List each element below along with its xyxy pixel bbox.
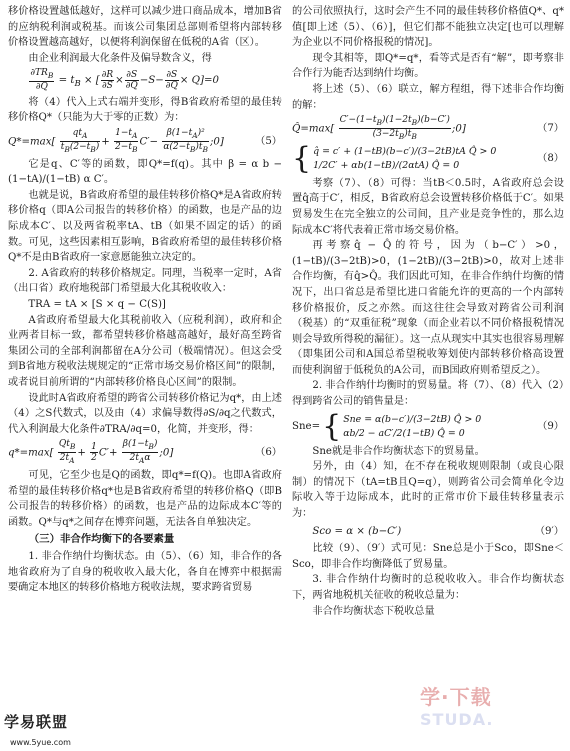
equation-9-line-1: Sne = α(b−c′)/(3−2tB) Q̂ > 0 xyxy=(343,413,482,425)
right-paragraph-8: 另外，由（4）知，在不存在税收规则限制（或良心限制）的情况下（tA=tB且Q=q），则跨省公司会简单化令边际收入等于边际成本，此时的正常市价下最佳转移量表示为： xyxy=(292,461,564,520)
right-paragraph-2: 现令其相等，即Q*=q*，看等式是否有“解”，即考察非合作行为能否达到纳什均衡。 xyxy=(292,52,564,80)
left-column xyxy=(8,4,282,596)
equation-5-number: （5） xyxy=(255,135,282,147)
equation-9-prime xyxy=(292,524,564,540)
left-paragraph-5: 也就是说，B省政府希望的最佳转移价格Q*是A省政府转移价格q（即A公司报告的转移价格）的函数，也是产品的边际成本C′、以及两省税率tA、tB（如果不固定的话）的函数。可见，这些因素相互影响，B省政府希望的最佳转移价格Q*不是由B省政府一家意愿能独立决定的。 xyxy=(8,189,282,264)
left-brace-icon: { xyxy=(322,408,342,444)
right-paragraph-4: 考察（7）、（8）可得：当tB＜0.5时，A省政府总会设置q̂高于C′，相反，B省政府总会设置转移价格低于C′。如果贸易发生在完全独立的公司间，且产业是竞争性的，那么边际成本C′将代表着正常市场交易价格。 xyxy=(292,177,564,236)
right-paragraph-9: 比较（9）、（9′）式可见：Sne总是小于Sco，即Sne＜Sco，即非合作均衡降低了贸易量。 xyxy=(292,543,564,570)
equation-7-number: （7） xyxy=(537,122,564,134)
watermark-url: STUDA. xyxy=(420,710,494,729)
watermark-left-logo: 学易联盟 xyxy=(4,713,69,731)
left-paragraph-8: 设此时A省政府希望的跨省公司转移价格记为q*，由上述（4）之S代数式，以及由（4）求偏导数得∂S/∂q之代数式，代入利润最大化条件∂TRA/∂q=0，化简，并变形，得： xyxy=(8,392,282,435)
right-paragraph-7: Sne就是非合作均衡状态下的贸易量。 xyxy=(312,445,485,457)
left-brace-icon: { xyxy=(292,140,312,176)
left-paragraph-6: 2. A省政府的转移价格规定。同理，当税率一定时，A省（出口省）政府地税部门希望最大化其税收收入： xyxy=(8,267,282,295)
right-paragraph-1: 的公司依照执行，这时会产生不同的最佳转移价格值Q*、q*值[即上述（5）、（6）]，但它们都不能独立决定[也可以理解为企业以不同价格报税的情况]。 xyxy=(292,6,564,49)
right-paragraph-3: 将上述（5）、（6）联立，解方程组，得下述非合作均衡的解： xyxy=(292,83,564,111)
left-paragraph-10: 1. 非合作纳什均衡状态。由（5）、（6）知，非合作的各地省政府为了自身的税收收入最大化，各自在博弈中根据需要确定本地区的转移价格地方税收法规，要求跨省贸易 xyxy=(8,550,282,594)
left-paragraph-3: 将（4）代入上式右端并变形，得B省政府希望的最佳转移价格Q*（只能为大于零的正数）为： xyxy=(8,96,282,124)
watermark-left-url: www.5yue.com xyxy=(10,738,71,747)
equation-8-line-2: 1/2C′ + αb(1−tB)/(2αtA) Q̂ = 0 xyxy=(313,159,460,171)
left-paragraph-1: 移价格设置越低越好，这样可以减少进口商品成本，增加B省的应纳税利润或税基。而该公司集团总部则希望将内部转移价格设置越高越好，以便将利润保留在低税的A省（区）。 xyxy=(8,6,282,49)
equation-6: q*=max[ $\frac{Qt_B}{2t_A}$ + $\frac{1}{2}$ C′+ $\frac{\beta(1-t_B)}{2t_A\alpha}$ ;0] （6） xyxy=(8,439,282,465)
equation-9-number: （9） xyxy=(537,420,564,432)
equation-8-number: （8） xyxy=(537,152,564,164)
equation-7: Q̂=max[ $\frac{C'-(1-t_B)(1-2t_B)(b-C')}{(3-2t_B)t_B}$ ;0] （7） xyxy=(292,115,564,141)
left-paragraph-2: 由企业利润最大化条件及偏导数含义，得 xyxy=(28,52,212,64)
right-paragraph-11: 非合作均衡状态下税收总量 xyxy=(312,605,435,617)
equation-8-line-1: q̂ = c′ + (1−tB)(b−c′)/(3−2tB)tA Q̂ > 0 xyxy=(313,145,497,157)
equation-9: Sne= { Sne = α(b−c′)/(3−2tB) Q̂ > 0 αb/2 − aC′/2(1−tB) Q̂ = 0 （9） xyxy=(292,408,564,444)
left-paragraph-9: 可见，它至少也是Q的函数，即q*=f(Q)。也即A省政府希望的最佳转移价格q*也是B省政府希望的转移价格Q（即B公司报告的转移价格）的函数，也是产品的边际成本C′等的函数。Q*与q*之间存在博弈问题，无法各自单独决定。 xyxy=(8,469,282,528)
equation-6-number: （6） xyxy=(255,446,282,458)
equation-9-prime-number: （9′） xyxy=(534,525,564,537)
left-paragraph-4: 它是q、C′等的函数，即Q*=f(q)。其中 β = α b − (1−tA)/(1−tB) α C′。 xyxy=(8,158,282,186)
section-heading: （三）非合作均衡下的各要素量 xyxy=(28,533,175,546)
right-paragraph-5: 再考察q̂ − Q̂的符号，因为（b−C′）>0，(1−tB)/(3−2tB)>0，(1−2tB)/(3−2tB)>0，故对上述非合作均衡，有q̂>Q̂。我们因此可知，在非合作纳什均衡的情况下，出口省总是希望比进口省能允许的更高的一个内部转移价格报价，反之亦然。而这往往会导致对跨省公司利润（税基）的“双重征税”现象（而企业若以不同价格报税情况则会导致所得税的漏征）。这一点从现实中其实也很容易理解（即集团公司和A国总希望税收筹划使内部转移价格高设置而使利润留于低税负的A公司，而B国政府则希望反之）。 xyxy=(292,240,564,376)
equation-partial-derivative: $\frac{\partial TR_B}{\partial Q}$ = $t_B$ × [ $\frac{\partial R}{\partial S}$ × $\frac{\partial S}{\partial Q}$ −S− $\frac{\partial S}{\partial Q}$ × Q]=0 xyxy=(30,68,219,93)
equation-9-prime-text: Sco = α × (b−C′) xyxy=(312,525,402,537)
equation-9-line-2: αb/2 − aC′/2(1−tB) Q̂ = 0 xyxy=(343,427,465,439)
right-paragraph-6: 2. 非合作纳什均衡时的贸易量。将（7）、（8）代入（2）得到跨省公司的销售量是： xyxy=(292,380,564,408)
watermark-logo: 学·下载 xyxy=(420,685,492,709)
equation-8 xyxy=(292,140,564,176)
equation-5: Q*=max[ $\frac{qt_A}{t_B(2-t_B)}$ + $\frac{1-t_A}{2-t_B}$ C′− $\frac{\beta(1-t_A)^2}{\alpha(2-t_B)t_B}$ ;0] （5） xyxy=(8,128,282,154)
right-paragraph-10: 3. 非合作纳什均衡时的总税收收入。非合作均衡状态下，两省地税机关征收的税收总量为： xyxy=(292,574,564,601)
right-column xyxy=(292,4,564,619)
equation-tra: TRA = tA × [S × q − C(S)] xyxy=(28,299,166,311)
left-paragraph-7: A省政府希望最大化其税前收入（应税利润），政府和企业两者目标一致，都希望转移价格越高越好，最好高至跨省集团公司的全部利润都留在A分公司（极端情况）。但这会受到B省地方税收法规规定的“正常市场交易价格区间”的限制，或者说目前所谓的“内部转移价格良心区间”的限制。 xyxy=(8,314,282,388)
